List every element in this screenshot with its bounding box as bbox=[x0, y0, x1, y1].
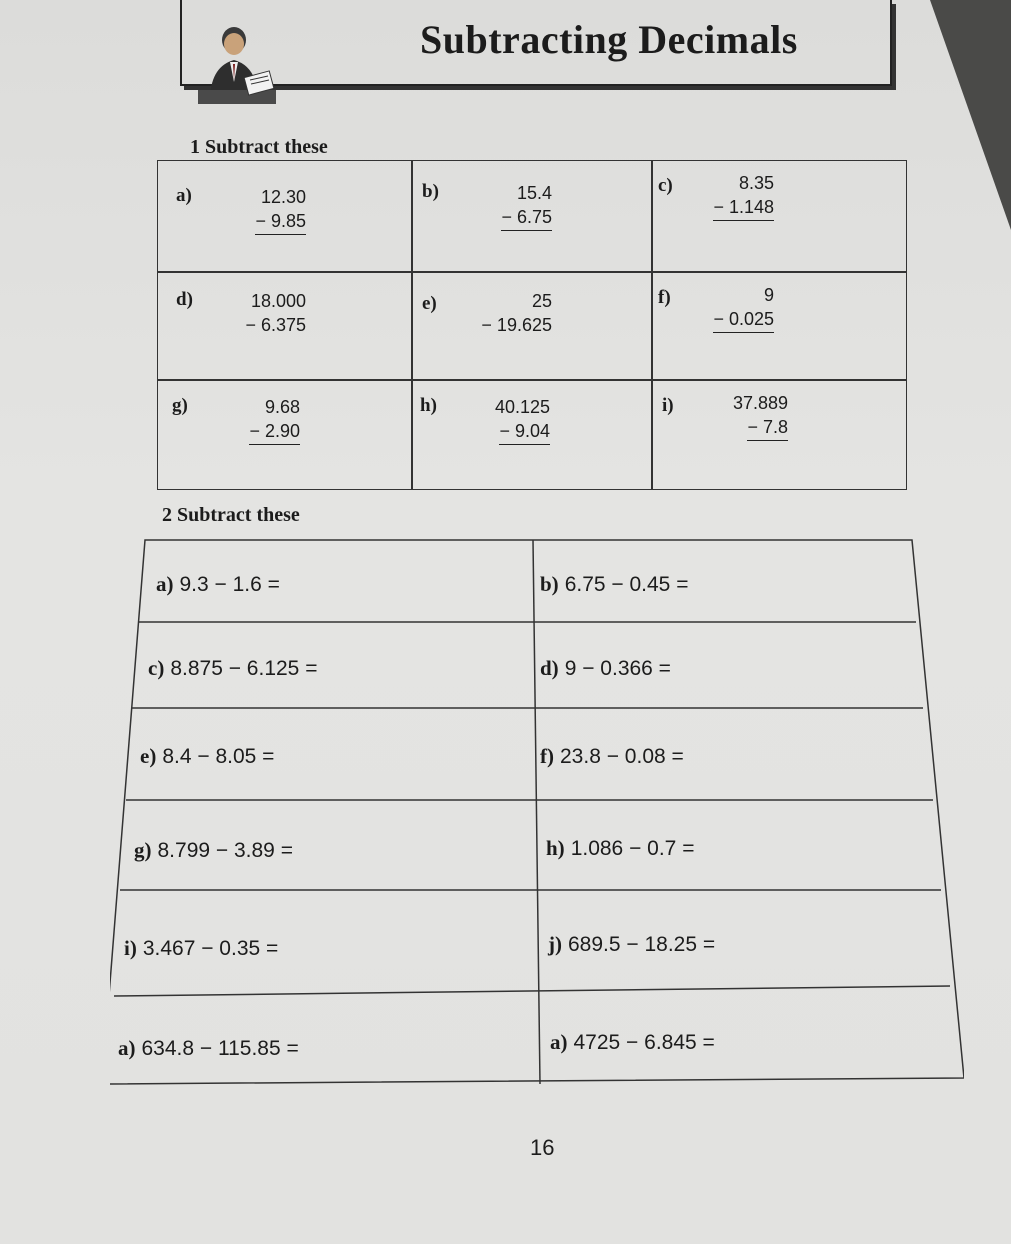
problem-2e: e) 8.4 − 8.05 = bbox=[140, 744, 275, 768]
problem-2b: b) 6.75 − 0.45 = bbox=[540, 572, 689, 596]
section-2-table bbox=[110, 538, 964, 1086]
problem-2a: a) 9.3 − 1.6 = bbox=[156, 572, 280, 596]
page-number: 16 bbox=[530, 1135, 555, 1160]
table-column-divider bbox=[651, 161, 653, 489]
section-1-table: a) 12.30 − 9.85 b) 15.4 − 6.75 c) 8.35 − 1.148 d) 18.000 − 6.375 e) 25 − 19.625 f) 9 − 0.025 g) 9.68 − 2.90 h) 40.125 − 9.04 i) 37.889 − 7.8 bbox=[157, 160, 907, 490]
problem-2h: h) 1.086 − 0.7 = bbox=[546, 836, 695, 860]
page-title: Subtracting Decimals bbox=[420, 17, 798, 62]
teacher-clipart-icon bbox=[196, 26, 278, 106]
table-grid bbox=[110, 538, 964, 1086]
table-row-divider bbox=[158, 271, 906, 273]
problem-2i: i) 3.467 − 0.35 = bbox=[124, 936, 279, 960]
problem-2f: f) 23.8 − 0.08 = bbox=[540, 744, 684, 768]
problem-2g: g) 8.799 − 3.89 = bbox=[134, 838, 293, 862]
table-column-divider bbox=[411, 161, 413, 489]
problem-2l: a) 4725 − 6.845 = bbox=[550, 1030, 715, 1054]
section-2-heading: 2 Subtract these bbox=[162, 504, 300, 526]
table-row-divider bbox=[158, 379, 906, 381]
problem-2c: c) 8.875 − 6.125 = bbox=[148, 656, 318, 680]
problem-2d: d) 9 − 0.366 = bbox=[540, 656, 671, 680]
section-1-heading: 1 Subtract these bbox=[190, 136, 328, 158]
problem-2j: j) 689.5 − 18.25 = bbox=[548, 932, 716, 956]
problem-2k: a) 634.8 − 115.85 = bbox=[118, 1036, 299, 1060]
